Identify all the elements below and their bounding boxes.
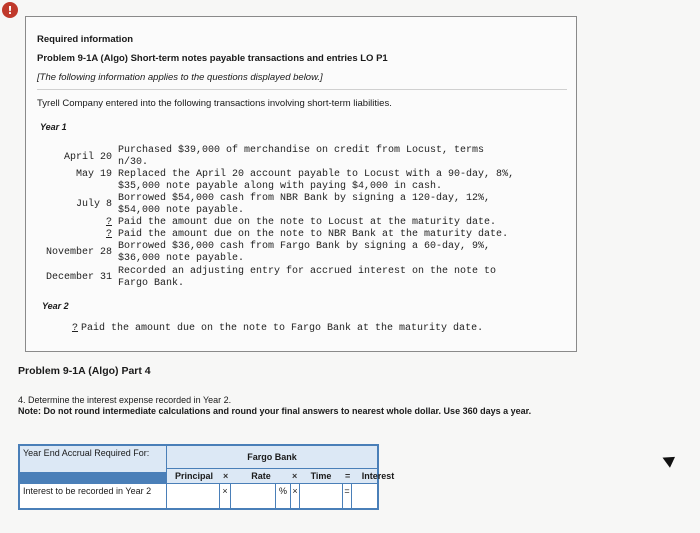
transaction-date: April 20 <box>63 152 112 163</box>
column-rate: Rate <box>251 471 271 481</box>
column-interest: Interest <box>361 471 395 481</box>
equals-operator: = <box>345 471 351 481</box>
divider <box>37 89 567 90</box>
required-heading: Required information <box>37 34 134 45</box>
multiply-operator: × <box>223 471 229 481</box>
column-principal: Principal <box>174 471 213 481</box>
cursor-arrow-icon <box>660 452 675 468</box>
year2-label: Year 2 <box>42 301 69 311</box>
transaction-date: December 31 <box>45 272 112 283</box>
multiply-operator: × <box>291 484 299 508</box>
transaction-date: November 28 <box>45 247 112 258</box>
question-text: 4. Determine the interest expense recorded in Year 2. <box>18 395 232 405</box>
multiply-operator: × <box>220 484 230 508</box>
problem-title: Problem 9-1A (Algo) Short-term notes payable transactions and entries LO P1 <box>37 53 388 64</box>
multiply-operator: × <box>292 471 298 481</box>
interest-input[interactable] <box>352 484 377 508</box>
transaction-line: $54,000 note payable. <box>118 205 245 216</box>
information-panel <box>25 16 577 352</box>
rate-input[interactable] <box>231 484 275 508</box>
column-time: Time <box>310 471 332 481</box>
transaction-line: Borrowed $54,000 cash from NBR Bank by signing a 120-day, 12%, <box>118 193 491 204</box>
instruction-note: Note: Do not round intermediate calculations and round your final answers to nearest whole dollar. Use 360 days a year. <box>18 406 532 416</box>
header-accrual: Year End Accrual Required For: <box>20 446 166 472</box>
transaction-line: Borrowed $36,000 cash from Fargo Bank by signing a 60-day, 9%, <box>118 241 491 252</box>
equals-operator: = <box>343 484 351 508</box>
transaction-line: Paid the amount due on the note to Fargo Bank at the maturity date. <box>81 323 484 334</box>
transaction-line: Fargo Bank. <box>118 278 185 289</box>
transaction-line: $36,000 note payable. <box>118 253 245 264</box>
transaction-date: ? <box>105 217 112 228</box>
applies-note: [The following information applies to the questions displayed below.] <box>37 72 323 83</box>
transaction-date: ? <box>105 229 112 240</box>
transaction-line: Purchased $39,000 of merchandise on credit from Locust, terms <box>118 145 485 156</box>
header-fargo-bank: Fargo Bank <box>167 446 377 468</box>
transaction-line: Recorded an adjusting entry for accrued interest on the note to <box>118 266 497 277</box>
transaction-line: n/30. <box>118 157 149 168</box>
transaction-line: Replaced the April 20 account payable to Locust with a 90-day, 8%, <box>118 169 515 180</box>
transaction-line: $35,000 note payable along with paying $4,000 in cash. <box>118 181 443 192</box>
row-label: Interest to be recorded in Year 2 <box>20 484 166 508</box>
interest-table <box>18 444 395 510</box>
part-title: Problem 9-1A (Algo) Part 4 <box>18 365 151 377</box>
transaction-date: May 19 <box>75 169 112 180</box>
transaction-date: July 8 <box>75 199 112 210</box>
alert-icon: ! <box>2 2 18 18</box>
time-input[interactable] <box>300 484 342 508</box>
intro-text: Tyrell Company entered into the following transactions involving short-term liabilities. <box>37 98 392 109</box>
year1-label: Year 1 <box>40 122 67 132</box>
transaction-line: Paid the amount due on the note to NBR Bank at the maturity date. <box>118 229 509 240</box>
transaction-line: Paid the amount due on the note to Locust at the maturity date. <box>118 217 497 228</box>
transaction-date: ? <box>71 323 78 334</box>
percent-unit: % <box>276 484 290 508</box>
principal-input[interactable] <box>167 484 219 508</box>
